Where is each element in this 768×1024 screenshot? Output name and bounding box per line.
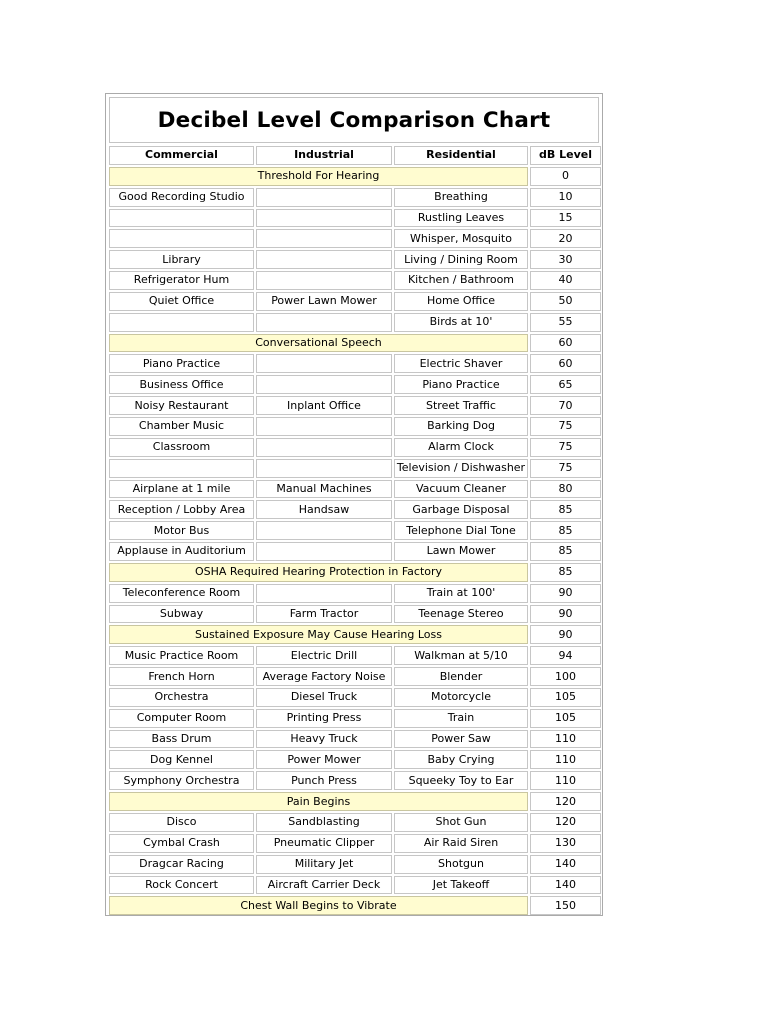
cell-industrial [256, 271, 392, 290]
cell-commercial: Teleconference Room [109, 584, 254, 603]
header-industrial: Industrial [256, 146, 392, 165]
header-row [109, 146, 601, 165]
cell-residential: Air Raid Siren [394, 834, 528, 853]
cell-db-level: 60 [530, 354, 601, 373]
table-row [109, 542, 601, 561]
cell-residential: Baby Crying [394, 750, 528, 769]
cell-industrial: Power Mower [256, 750, 392, 769]
cell-db-level: 85 [530, 521, 601, 540]
cell-industrial [256, 209, 392, 228]
cell-commercial: Quiet Office [109, 292, 254, 311]
page-title: Decibel Level Comparison Chart [157, 107, 551, 133]
cell-commercial: Cymbal Crash [109, 834, 254, 853]
cell-db-level: 140 [530, 876, 601, 895]
cell-residential: Living / Dining Room [394, 250, 528, 269]
table-row [109, 480, 601, 499]
band-label: Conversational Speech [109, 334, 528, 353]
cell-industrial: Military Jet [256, 855, 392, 874]
cell-industrial: Aircraft Carrier Deck [256, 876, 392, 895]
table-row [109, 688, 601, 707]
table-row [109, 313, 601, 332]
band-label: Sustained Exposure May Cause Hearing Loss [109, 625, 528, 644]
cell-db-level: 10 [530, 188, 601, 207]
cell-db-level: 15 [530, 209, 601, 228]
band-row [109, 792, 601, 811]
title-box [109, 97, 599, 143]
table-row [109, 229, 601, 248]
table-row [109, 459, 601, 478]
cell-db-level: 105 [530, 709, 601, 728]
cell-commercial [109, 229, 254, 248]
header-db-level: dB Level [530, 146, 601, 165]
cell-industrial: Sandblasting [256, 813, 392, 832]
cell-commercial: Motor Bus [109, 521, 254, 540]
band-label: Pain Begins [109, 792, 528, 811]
cell-commercial: Bass Drum [109, 730, 254, 749]
cell-db-level: 90 [530, 605, 601, 624]
table-row [109, 292, 601, 311]
table-row [109, 646, 601, 665]
cell-residential: Train [394, 709, 528, 728]
cell-db-level: 30 [530, 250, 601, 269]
header-residential: Residential [394, 146, 528, 165]
cell-residential: Kitchen / Bathroom [394, 271, 528, 290]
cell-residential: Train at 100' [394, 584, 528, 603]
cell-industrial [256, 313, 392, 332]
cell-db-level: 75 [530, 438, 601, 457]
table-row [109, 209, 601, 228]
cell-residential: Jet Takeoff [394, 876, 528, 895]
band-row [109, 167, 601, 186]
cell-db-level: 110 [530, 730, 601, 749]
cell-db-level: 85 [530, 542, 601, 561]
table-row [109, 250, 601, 269]
cell-commercial: Dog Kennel [109, 750, 254, 769]
cell-commercial: Disco [109, 813, 254, 832]
table-row [109, 876, 601, 895]
cell-db-level: 40 [530, 271, 601, 290]
cell-commercial: Airplane at 1 mile [109, 480, 254, 499]
table-row [109, 396, 601, 415]
cell-commercial: Computer Room [109, 709, 254, 728]
table-row [109, 813, 601, 832]
cell-industrial: Power Lawn Mower [256, 292, 392, 311]
cell-db-level: 120 [530, 792, 601, 811]
cell-db-level: 85 [530, 500, 601, 519]
cell-db-level: 60 [530, 334, 601, 353]
cell-industrial: Printing Press [256, 709, 392, 728]
band-label: OSHA Required Hearing Protection in Factory [109, 563, 528, 582]
table-row [109, 709, 601, 728]
cell-db-level: 0 [530, 167, 601, 186]
cell-commercial: Applause in Auditorium [109, 542, 254, 561]
decibel-table [107, 144, 603, 917]
cell-industrial: Punch Press [256, 771, 392, 790]
cell-residential: Birds at 10' [394, 313, 528, 332]
table-row [109, 438, 601, 457]
cell-industrial [256, 250, 392, 269]
cell-commercial: Rock Concert [109, 876, 254, 895]
band-row [109, 334, 601, 353]
cell-residential: Power Saw [394, 730, 528, 749]
cell-residential: Breathing [394, 188, 528, 207]
cell-db-level: 120 [530, 813, 601, 832]
cell-industrial: Inplant Office [256, 396, 392, 415]
cell-industrial [256, 417, 392, 436]
table-row [109, 500, 601, 519]
cell-residential: Electric Shaver [394, 354, 528, 373]
cell-commercial [109, 313, 254, 332]
cell-residential: Teenage Stereo [394, 605, 528, 624]
table-row [109, 667, 601, 686]
cell-industrial: Electric Drill [256, 646, 392, 665]
cell-commercial: Piano Practice [109, 354, 254, 373]
table-row [109, 354, 601, 373]
cell-residential: Squeeky Toy to Ear [394, 771, 528, 790]
cell-db-level: 90 [530, 625, 601, 644]
cell-residential: Shot Gun [394, 813, 528, 832]
cell-residential: Television / Dishwasher [394, 459, 528, 478]
cell-industrial: Handsaw [256, 500, 392, 519]
cell-industrial [256, 542, 392, 561]
table-row [109, 834, 601, 853]
cell-industrial: Heavy Truck [256, 730, 392, 749]
table-row [109, 855, 601, 874]
cell-residential: Piano Practice [394, 375, 528, 394]
cell-industrial: Manual Machines [256, 480, 392, 499]
band-row [109, 563, 601, 582]
cell-residential: Whisper, Mosquito [394, 229, 528, 248]
cell-industrial: Diesel Truck [256, 688, 392, 707]
band-label: Threshold For Hearing [109, 167, 528, 186]
cell-industrial [256, 354, 392, 373]
cell-db-level: 110 [530, 750, 601, 769]
cell-commercial: Symphony Orchestra [109, 771, 254, 790]
cell-db-level: 110 [530, 771, 601, 790]
table-row [109, 188, 601, 207]
cell-db-level: 85 [530, 563, 601, 582]
cell-residential: Telephone Dial Tone [394, 521, 528, 540]
cell-commercial: Orchestra [109, 688, 254, 707]
table-row [109, 271, 601, 290]
cell-industrial [256, 229, 392, 248]
cell-commercial [109, 459, 254, 478]
cell-residential: Walkman at 5/10 [394, 646, 528, 665]
table-row [109, 771, 601, 790]
cell-residential: Street Traffic [394, 396, 528, 415]
cell-residential: Lawn Mower [394, 542, 528, 561]
cell-db-level: 20 [530, 229, 601, 248]
cell-industrial: Average Factory Noise [256, 667, 392, 686]
cell-residential: Barking Dog [394, 417, 528, 436]
cell-residential: Motorcycle [394, 688, 528, 707]
header-commercial: Commercial [109, 146, 254, 165]
cell-db-level: 140 [530, 855, 601, 874]
cell-commercial: Dragcar Racing [109, 855, 254, 874]
cell-db-level: 70 [530, 396, 601, 415]
cell-commercial: Good Recording Studio [109, 188, 254, 207]
cell-db-level: 94 [530, 646, 601, 665]
cell-industrial [256, 459, 392, 478]
cell-industrial: Pneumatic Clipper [256, 834, 392, 853]
table-row [109, 417, 601, 436]
band-row [109, 625, 601, 644]
cell-db-level: 90 [530, 584, 601, 603]
cell-commercial: Music Practice Room [109, 646, 254, 665]
cell-db-level: 100 [530, 667, 601, 686]
cell-db-level: 75 [530, 459, 601, 478]
cell-db-level: 75 [530, 417, 601, 436]
cell-commercial: Business Office [109, 375, 254, 394]
cell-industrial [256, 188, 392, 207]
cell-commercial: Library [109, 250, 254, 269]
table-row [109, 584, 601, 603]
cell-industrial [256, 521, 392, 540]
cell-commercial: Noisy Restaurant [109, 396, 254, 415]
cell-db-level: 65 [530, 375, 601, 394]
cell-commercial: French Horn [109, 667, 254, 686]
cell-db-level: 80 [530, 480, 601, 499]
cell-db-level: 55 [530, 313, 601, 332]
cell-residential: Blender [394, 667, 528, 686]
cell-industrial [256, 438, 392, 457]
band-row [109, 896, 601, 915]
table-row [109, 750, 601, 769]
band-label: Chest Wall Begins to Vibrate [109, 896, 528, 915]
cell-db-level: 105 [530, 688, 601, 707]
cell-industrial [256, 375, 392, 394]
cell-db-level: 50 [530, 292, 601, 311]
table-row [109, 605, 601, 624]
cell-residential: Home Office [394, 292, 528, 311]
cell-db-level: 130 [530, 834, 601, 853]
cell-commercial: Subway [109, 605, 254, 624]
cell-residential: Shotgun [394, 855, 528, 874]
table-row [109, 375, 601, 394]
table-row [109, 521, 601, 540]
cell-residential: Vacuum Cleaner [394, 480, 528, 499]
cell-industrial [256, 584, 392, 603]
table-row [109, 730, 601, 749]
cell-commercial: Reception / Lobby Area [109, 500, 254, 519]
cell-residential: Alarm Clock [394, 438, 528, 457]
cell-db-level: 150 [530, 896, 601, 915]
cell-commercial [109, 209, 254, 228]
table-body [109, 167, 601, 915]
cell-industrial: Farm Tractor [256, 605, 392, 624]
cell-residential: Rustling Leaves [394, 209, 528, 228]
cell-residential: Garbage Disposal [394, 500, 528, 519]
cell-commercial: Classroom [109, 438, 254, 457]
cell-commercial: Chamber Music [109, 417, 254, 436]
cell-commercial: Refrigerator Hum [109, 271, 254, 290]
